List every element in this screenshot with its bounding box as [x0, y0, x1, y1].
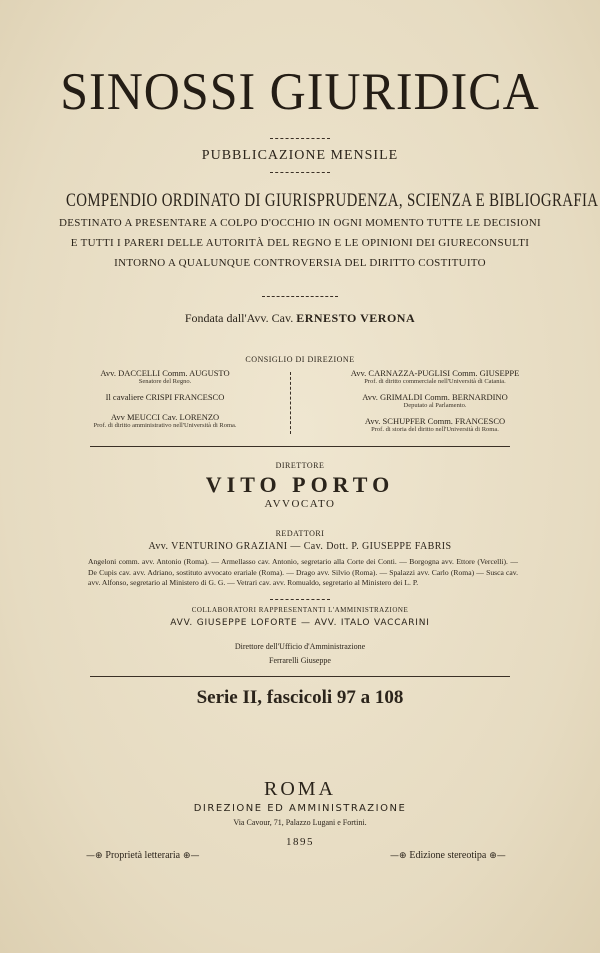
divider	[270, 172, 330, 173]
founder-name: ERNESTO VERONA	[296, 311, 416, 325]
office-label: Direttore dell'Ufficio d'Amministrazione	[234, 642, 366, 651]
founder-line	[0, 311, 600, 326]
board-member-role: Prof. di storia del diritto nell'Università di Roma.	[371, 426, 499, 433]
board-member-role: Senatore del Regno.	[138, 378, 192, 385]
publication-year: 1895	[286, 836, 314, 848]
office-name: Ferrarelli Giuseppe	[269, 656, 331, 665]
board-divider	[290, 372, 291, 434]
publisher-address: Via Cavour, 71, Palazzo Lugani e Fortini.	[233, 818, 367, 827]
administration-line: DIREZIONE ED AMMINISTRAZIONE	[193, 803, 407, 814]
publication-city: ROMA	[263, 778, 336, 800]
ornament-icon: —⊕	[86, 851, 106, 861]
collaborators-names: AVV. GIUSEPPE LOFORTE — AVV. ITALO VACCARINI	[170, 618, 430, 628]
director-name: VITO PORTO	[205, 472, 395, 497]
board-member-role: Prof. di diritto amministrativo nell'Università di Roma.	[93, 422, 237, 429]
footer-right-text: Edizione stereotipa	[409, 850, 487, 861]
ornament-icon: ⊕—	[486, 851, 506, 861]
board-member-name: Avv. GRIMALDI Comm. BERNARDINO	[362, 392, 508, 402]
horizontal-rule	[90, 446, 510, 447]
journal-subtitle: PUBBLICAZIONE MENSILE	[201, 148, 399, 163]
board-member-name: Il cavaliere CRISPI FRANCESCO	[105, 392, 225, 402]
board-member-name: Avv. SCHUPFER Comm. FRANCESCO	[364, 416, 506, 426]
board-member-role: Prof. di diritto commerciale nell'Università di Catania.	[364, 378, 506, 385]
divider	[270, 599, 330, 600]
board-member-name: Avv. DACCELLI Comm. AUGUSTO	[100, 368, 230, 378]
compendium-line: COMPENDIO ORDINATO DI GIURISPRUDENZA, SCIENZA E BIBLIOGRAFIA	[66, 190, 599, 211]
board-of-directors	[0, 368, 600, 438]
ornament-icon: —⊕	[390, 851, 410, 861]
board-right-column	[300, 368, 570, 434]
editors-label: REDATTORI	[275, 529, 325, 538]
board-member-name: Avv MEUCCI Cav. LORENZO	[110, 412, 220, 422]
description-line: INTORNO A QUALUNQUE CONTROVERSIA DEL DIRITTO COSTITUITO	[114, 257, 486, 269]
footer-copyright	[86, 850, 200, 861]
journal-title: SINOSSI GIURIDICA	[60, 61, 540, 121]
description-line: DESTINATO A PRESENTARE A COLPO D'OCCHIO IN OGNI MOMENTO TUTTE LE DECISIONI	[59, 217, 541, 229]
editors-list: Angeloni comm. avv. Antonio (Roma). — Armellasso cav. Antonio, segretario alla Corte dei Conti. — Borgogna avv. Ettore (Vercelli). — De Cupis cav. avv. Adriano, sostituto avvocato erariale (Roma). — Drago avv. Silvio (Roma). — Spalazzi avv. Carlo (Roma) — Susca cav. avv. Alfonso, segretario al Ministero di G. G. — Vetrari cav. avv. Romualdo, segretario al Ministero dei L. P.	[88, 557, 518, 587]
board-member-role: Deputato al Parlamento.	[403, 402, 467, 409]
board-label: CONSIGLIO DI DIREZIONE	[245, 355, 355, 364]
editors-names: Avv. VENTURINO GRAZIANI — Cav. Dott. P. GIUSEPPE FABRIS	[148, 541, 452, 552]
description-line: E TUTTI I PARERI DELLE AUTORITÀ DEL REGNO E LE OPINIONI DEI GIURECONSULTI	[70, 237, 530, 249]
series-line: Serie II, fascicoli 97 a 108	[196, 687, 404, 708]
footer-left-text: Proprietà letteraria	[105, 850, 181, 861]
director-label: DIRETTORE	[275, 461, 325, 470]
founder-prefix: Fondata dall'Avv. Cav.	[184, 311, 294, 325]
divider	[262, 296, 338, 297]
board-left-column	[30, 368, 300, 430]
director-title: AVVOCATO	[264, 498, 336, 510]
ornament-icon: ⊕—	[180, 851, 200, 861]
footer-edition	[390, 850, 506, 861]
collaborators-label: COLLABORATORI RAPPRESENTANTI L'AMMINISTRAZIONE	[191, 606, 409, 614]
divider	[270, 138, 330, 139]
board-member-name: Avv. CARNAZZA-PUGLISI Comm. GIUSEPPE	[350, 368, 520, 378]
horizontal-rule	[90, 676, 510, 677]
